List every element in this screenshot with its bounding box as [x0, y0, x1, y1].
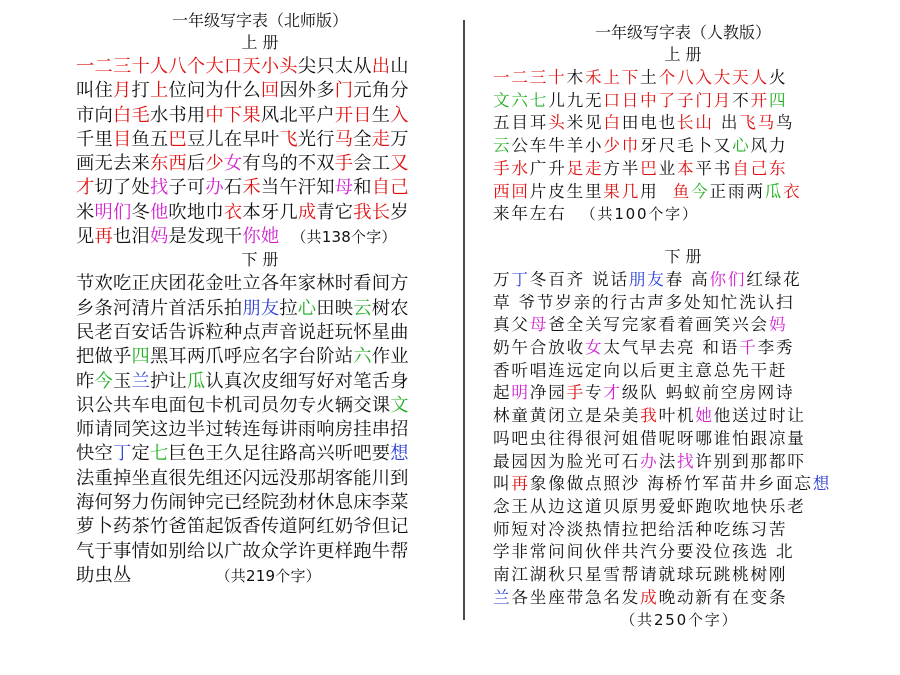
char-run: 把做乎	[76, 346, 132, 368]
char-count: （共250个字）	[620, 611, 739, 630]
char-line	[76, 201, 444, 225]
char-run: 手水	[493, 158, 530, 178]
char-line	[76, 370, 444, 394]
char-run: 萝卜药茶竹爸笛起饭香传道阿红奶爷但记	[76, 516, 409, 538]
char-line	[76, 564, 444, 588]
char-run: 师短对冷淡热情拉把给活种吃练习苦	[493, 519, 788, 539]
char-run: 你们	[709, 269, 747, 289]
char-run: 田电也	[621, 113, 677, 133]
char-run: 全	[353, 128, 372, 150]
char-run: 鸟	[776, 113, 795, 133]
char-run: 自己	[371, 177, 409, 199]
char-line	[493, 203, 873, 226]
char-run: 来年左右	[493, 204, 581, 224]
char-run: 尖只太从	[297, 56, 372, 77]
char-run	[279, 226, 291, 247]
char-run: 兰	[493, 587, 512, 607]
char-run: 作业	[371, 346, 409, 368]
char-run: 我	[640, 406, 659, 426]
char-run: 叶机	[658, 406, 696, 426]
char-run: 白毛	[112, 104, 150, 126]
char-run: 级队 蚂蚁前空房网诗	[621, 383, 795, 403]
char-line	[76, 128, 444, 152]
char-run: 兰	[131, 370, 150, 392]
char-run: 拉	[279, 297, 298, 319]
char-run: 民老百安话告诉粒种点声音说赶玩怀星曲	[76, 321, 409, 343]
char-run: 昨	[76, 370, 95, 392]
char-run: 明们	[94, 201, 132, 223]
right-lower-chars	[493, 269, 873, 632]
char-run: 后	[186, 153, 206, 175]
char-run: 木	[566, 68, 585, 87]
char-line	[493, 587, 873, 610]
char-line	[493, 135, 873, 158]
char-run: 有鸟的不双	[242, 153, 335, 175]
char-run: 文	[390, 394, 409, 416]
char-count: （共138个字）	[291, 228, 397, 247]
char-run: 回	[260, 80, 280, 102]
char-run: 儿九无	[548, 90, 604, 110]
char-line	[76, 321, 444, 345]
char-run: 七	[149, 443, 169, 465]
char-run: 画无去来	[76, 153, 150, 175]
char-run: 学非常问间伙伴共汽分要没位孩选 北	[493, 542, 795, 562]
char-line	[76, 297, 444, 321]
char-run: 片皮生里	[529, 181, 604, 201]
char-run: 和	[353, 177, 372, 199]
char-run: 又	[390, 153, 409, 175]
char-run: 风力	[750, 136, 788, 156]
char-run: 岁	[390, 201, 409, 223]
char-run: 女	[584, 338, 604, 358]
char-run: 青它	[316, 201, 354, 223]
char-run: 土	[640, 68, 659, 87]
char-line	[76, 394, 444, 418]
char-run: 办	[205, 177, 224, 199]
char-run: 鱼	[672, 181, 692, 201]
char-run: 想	[390, 443, 409, 465]
char-run: 五目耳	[493, 113, 549, 133]
char-run: 今	[691, 181, 710, 201]
char-run: 当午汗知	[260, 177, 335, 199]
char-run: 想	[812, 474, 832, 494]
char-line	[493, 292, 873, 315]
left-upper-label: 上 册	[241, 33, 279, 52]
char-run: 市向	[76, 104, 113, 126]
char-run: 瓜	[764, 181, 784, 201]
char-run: 文六七	[493, 90, 549, 110]
char-run: 禾	[242, 177, 261, 199]
char-run	[131, 565, 215, 586]
char-run: 牙尺毛卜又	[640, 136, 733, 156]
char-run: 太气早去亮 和语	[603, 338, 740, 358]
char-run: 鱼五	[131, 128, 169, 150]
char-run: 少	[205, 153, 224, 175]
char-line	[76, 104, 444, 128]
char-run: 她	[695, 406, 714, 426]
char-run: 朋友	[628, 269, 666, 289]
char-line	[76, 418, 444, 442]
char-run: 果几	[603, 181, 641, 201]
char-line	[493, 564, 873, 587]
char-line	[76, 79, 444, 103]
char-run: 平书	[695, 158, 733, 178]
char-line	[76, 55, 444, 79]
char-run: 红绿花	[746, 269, 802, 289]
char-run	[493, 610, 620, 629]
char-run: 入	[390, 104, 409, 126]
char-line	[493, 269, 873, 292]
char-run: 是发现干	[168, 226, 243, 248]
char-run: 千	[739, 338, 758, 358]
char-run: 草 爷节岁亲的行古声多处知忙洗认扫	[493, 292, 795, 312]
char-line	[493, 473, 873, 496]
char-run: 四	[768, 90, 788, 110]
char-run: 快空	[76, 443, 113, 465]
char-run: 办	[640, 451, 659, 471]
char-line	[76, 491, 444, 515]
char-run: 口日中了子门月	[603, 90, 733, 110]
char-run: 万	[493, 269, 512, 289]
char-run: 念王从边这道贝原男爱虾跑吹地快乐老	[493, 496, 806, 516]
char-run: 叫住	[76, 80, 113, 102]
char-run: 气于事情如别给以广故众学许更样跑牛帮	[76, 540, 409, 562]
char-run: 巴	[168, 128, 187, 150]
char-run: 因外多	[279, 80, 335, 102]
char-run: 定	[131, 443, 150, 465]
char-line	[76, 540, 444, 564]
char-run: 白	[603, 113, 622, 133]
char-run: 找	[676, 451, 696, 471]
char-run: 方半	[603, 158, 641, 178]
char-run: 风北平户	[260, 104, 335, 126]
char-run: 门	[334, 80, 354, 102]
char-run: 马	[334, 128, 354, 150]
right-upper-chars	[493, 67, 873, 226]
char-run: 乡条河清片首活乐拍	[76, 297, 243, 319]
char-run: 飞	[279, 128, 298, 150]
char-run: 也泪	[112, 226, 150, 248]
char-run: 打	[131, 80, 150, 102]
char-run: 光行	[297, 128, 335, 150]
char-run: 手	[566, 383, 586, 403]
char-run: 奶午合放收	[493, 338, 585, 358]
char-run: 巴	[640, 158, 659, 178]
char-line	[493, 541, 873, 564]
char-run: 手	[334, 153, 354, 175]
char-line	[76, 515, 444, 539]
char-run: 足走	[566, 158, 604, 178]
char-run: 各坐座带急名发	[511, 587, 641, 607]
char-run: 山	[390, 56, 409, 77]
char-run: 林童黄闭立是朵美	[493, 406, 641, 426]
char-run: 成	[297, 201, 317, 223]
right-lower-label: 下 册	[664, 246, 702, 266]
char-run: 云	[353, 297, 372, 319]
char-run: 晚动新有在变条	[658, 587, 788, 607]
right-upper-label: 上 册	[664, 45, 702, 64]
char-run: 树农	[371, 297, 409, 319]
char-line	[493, 337, 873, 360]
char-run: 长山	[676, 113, 714, 133]
char-line	[493, 451, 873, 474]
char-line	[493, 158, 873, 181]
char-run: 衣	[223, 201, 243, 223]
char-run: 业	[658, 158, 677, 178]
column-divider	[463, 20, 465, 620]
char-run: 子可	[168, 177, 206, 199]
char-run: 朋友	[242, 297, 280, 319]
char-run: 丁	[511, 269, 530, 289]
char-run: 自己东	[732, 158, 788, 178]
char-run: 爸全关写完家看着画笑兴会	[548, 315, 769, 335]
char-run: 米见	[566, 113, 604, 133]
char-run: 四	[131, 346, 150, 368]
char-run: 个八入大天人	[658, 68, 769, 87]
char-run: 生	[371, 104, 391, 126]
right-table-renjiao	[493, 22, 873, 632]
char-run: 会工	[353, 153, 391, 175]
char-run: 香听唱连远定向以后更主意总先干赶	[493, 360, 788, 380]
char-run: 他	[149, 201, 169, 223]
char-run: 西回	[493, 181, 530, 201]
char-run: 妈	[768, 315, 788, 335]
char-run: 最园因为脸光可石	[493, 451, 641, 471]
char-run: 本牙几	[242, 201, 298, 223]
char-line	[493, 496, 873, 519]
char-line	[493, 112, 873, 135]
char-run: 开日	[334, 104, 372, 126]
char-run: 本	[677, 158, 696, 178]
char-run: 切了处	[94, 177, 150, 199]
char-line	[76, 442, 444, 466]
char-run: 千里	[76, 128, 113, 150]
char-run: 女	[223, 153, 243, 175]
char-run: 云	[493, 136, 512, 156]
char-run: 再	[94, 226, 113, 248]
char-run: 豆儿在早叶	[186, 128, 280, 150]
char-run: 吹地巾	[168, 201, 224, 223]
char-run: 我长	[353, 201, 391, 223]
char-run: 真父	[493, 315, 530, 335]
char-run: 节欢吃正庆团花金吐立各年家林时看间方	[76, 273, 409, 295]
char-line	[493, 428, 873, 451]
char-run: 识公共车电面包卡机司员勿专火辆交课	[76, 394, 391, 416]
char-run: 他送过时让	[713, 406, 806, 426]
char-run: 海何努力伤闹钟完已经院劲材休息床李菜	[76, 492, 409, 514]
char-run: 起	[493, 383, 512, 403]
char-run: 净园	[529, 383, 567, 403]
char-run: 用	[640, 181, 673, 201]
char-run: 才	[603, 383, 622, 403]
char-run: 玉	[112, 370, 132, 392]
char-run: 田映	[316, 297, 354, 319]
char-run: 少巾	[603, 136, 641, 156]
char-run: 吗吧虫往得很河姐借呢呀哪谁怕跟凉量	[493, 428, 806, 448]
char-run: 法	[658, 451, 677, 471]
char-run: 火	[768, 68, 788, 87]
char-run: 出	[371, 56, 391, 77]
char-run: 水书用	[149, 104, 206, 126]
char-run: 冬	[131, 201, 150, 223]
char-run: 不	[732, 90, 751, 110]
char-run: 母	[334, 177, 354, 199]
char-run: 叫	[493, 474, 512, 494]
right-title: 一年级写字表（人教版）	[594, 23, 771, 42]
char-run: 春 高	[665, 269, 710, 289]
char-run: 护让	[149, 370, 187, 392]
char-run: 公车牛羊小	[511, 136, 604, 156]
char-count: （共100个字）	[580, 205, 699, 224]
char-line	[76, 152, 444, 176]
char-run: 米	[76, 201, 95, 223]
char-run: 南江湖秋只星雪帮请就球玩跳桃树刚	[493, 565, 788, 585]
char-run: 助虫丛	[76, 564, 132, 586]
char-run: 正雨两	[709, 181, 765, 201]
char-line	[493, 609, 873, 632]
char-line	[493, 360, 873, 383]
char-run: 禾上下	[584, 68, 641, 87]
char-run: 师请同笑这边半过转连每讲雨响房挂串招	[76, 419, 409, 441]
char-run: 东西	[149, 153, 187, 175]
char-run: 心	[732, 136, 751, 156]
char-line	[493, 519, 873, 542]
char-run: 才	[76, 177, 95, 199]
char-line	[76, 345, 444, 369]
char-line	[493, 405, 873, 428]
char-run: 走	[371, 128, 391, 150]
char-run: 认真次皮细写好对笔舌身	[205, 370, 409, 392]
char-run: 位问为什么	[168, 80, 261, 102]
left-lower-label: 下 册	[241, 250, 279, 270]
char-run: 明	[511, 383, 530, 403]
left-lower-chars	[76, 272, 444, 588]
char-run: 专	[585, 383, 604, 403]
char-run: 中下果	[205, 104, 261, 126]
char-run: 找	[149, 177, 169, 199]
char-run: 出	[713, 113, 740, 133]
char-run: 万	[390, 128, 409, 150]
char-run: 李秀	[757, 338, 795, 358]
char-line	[76, 225, 444, 249]
char-run: 目	[112, 128, 132, 150]
char-line	[493, 90, 873, 113]
char-run: 见	[76, 226, 95, 248]
left-table-beishida	[76, 10, 444, 588]
char-run: 衣	[783, 181, 802, 201]
char-line	[76, 467, 444, 491]
char-run: 飞马	[739, 113, 777, 133]
char-run: 象像做点照沙 海桥竹军苗井乡面忘	[529, 474, 813, 494]
char-run: 母	[529, 315, 549, 335]
char-run: 冬百齐 说话	[529, 269, 629, 289]
char-run: 上	[149, 80, 169, 102]
char-run: 许别到那都吓	[695, 451, 806, 471]
char-line	[76, 272, 444, 296]
char-run: 黑耳两爪呼应名字台阶站	[149, 346, 354, 368]
char-line	[493, 382, 873, 405]
char-run: 法重掉坐直很先组还闪远没那胡客能川到	[76, 467, 409, 489]
char-run: 元角分	[353, 80, 409, 102]
char-run: 头	[548, 113, 567, 133]
char-line	[493, 67, 873, 90]
char-run: 瓜	[186, 370, 206, 392]
char-run: 心	[297, 297, 317, 319]
char-run: 巨色王久足往路高兴听吧要	[168, 443, 391, 465]
char-line	[493, 314, 873, 337]
char-line	[493, 181, 873, 204]
char-count: （共219个字）	[215, 566, 321, 585]
char-run: 一二三十	[493, 68, 567, 87]
char-run: 成	[640, 587, 659, 607]
char-run: 你她	[242, 226, 280, 248]
char-run: 石	[223, 177, 243, 199]
char-run: 月	[112, 80, 132, 102]
left-upper-chars	[76, 55, 444, 249]
char-run: 今	[94, 370, 113, 392]
left-title: 一年级写字表（北师版）	[171, 11, 348, 30]
char-run: 妈	[149, 226, 169, 248]
char-run: 开	[750, 90, 769, 110]
char-line	[76, 176, 444, 200]
char-run: 六	[353, 346, 372, 368]
char-run: 再	[511, 474, 530, 494]
char-run: 广升	[529, 158, 567, 178]
char-run: 丁	[112, 443, 132, 465]
char-run: 一二三十人八个大口天小头	[76, 56, 298, 77]
